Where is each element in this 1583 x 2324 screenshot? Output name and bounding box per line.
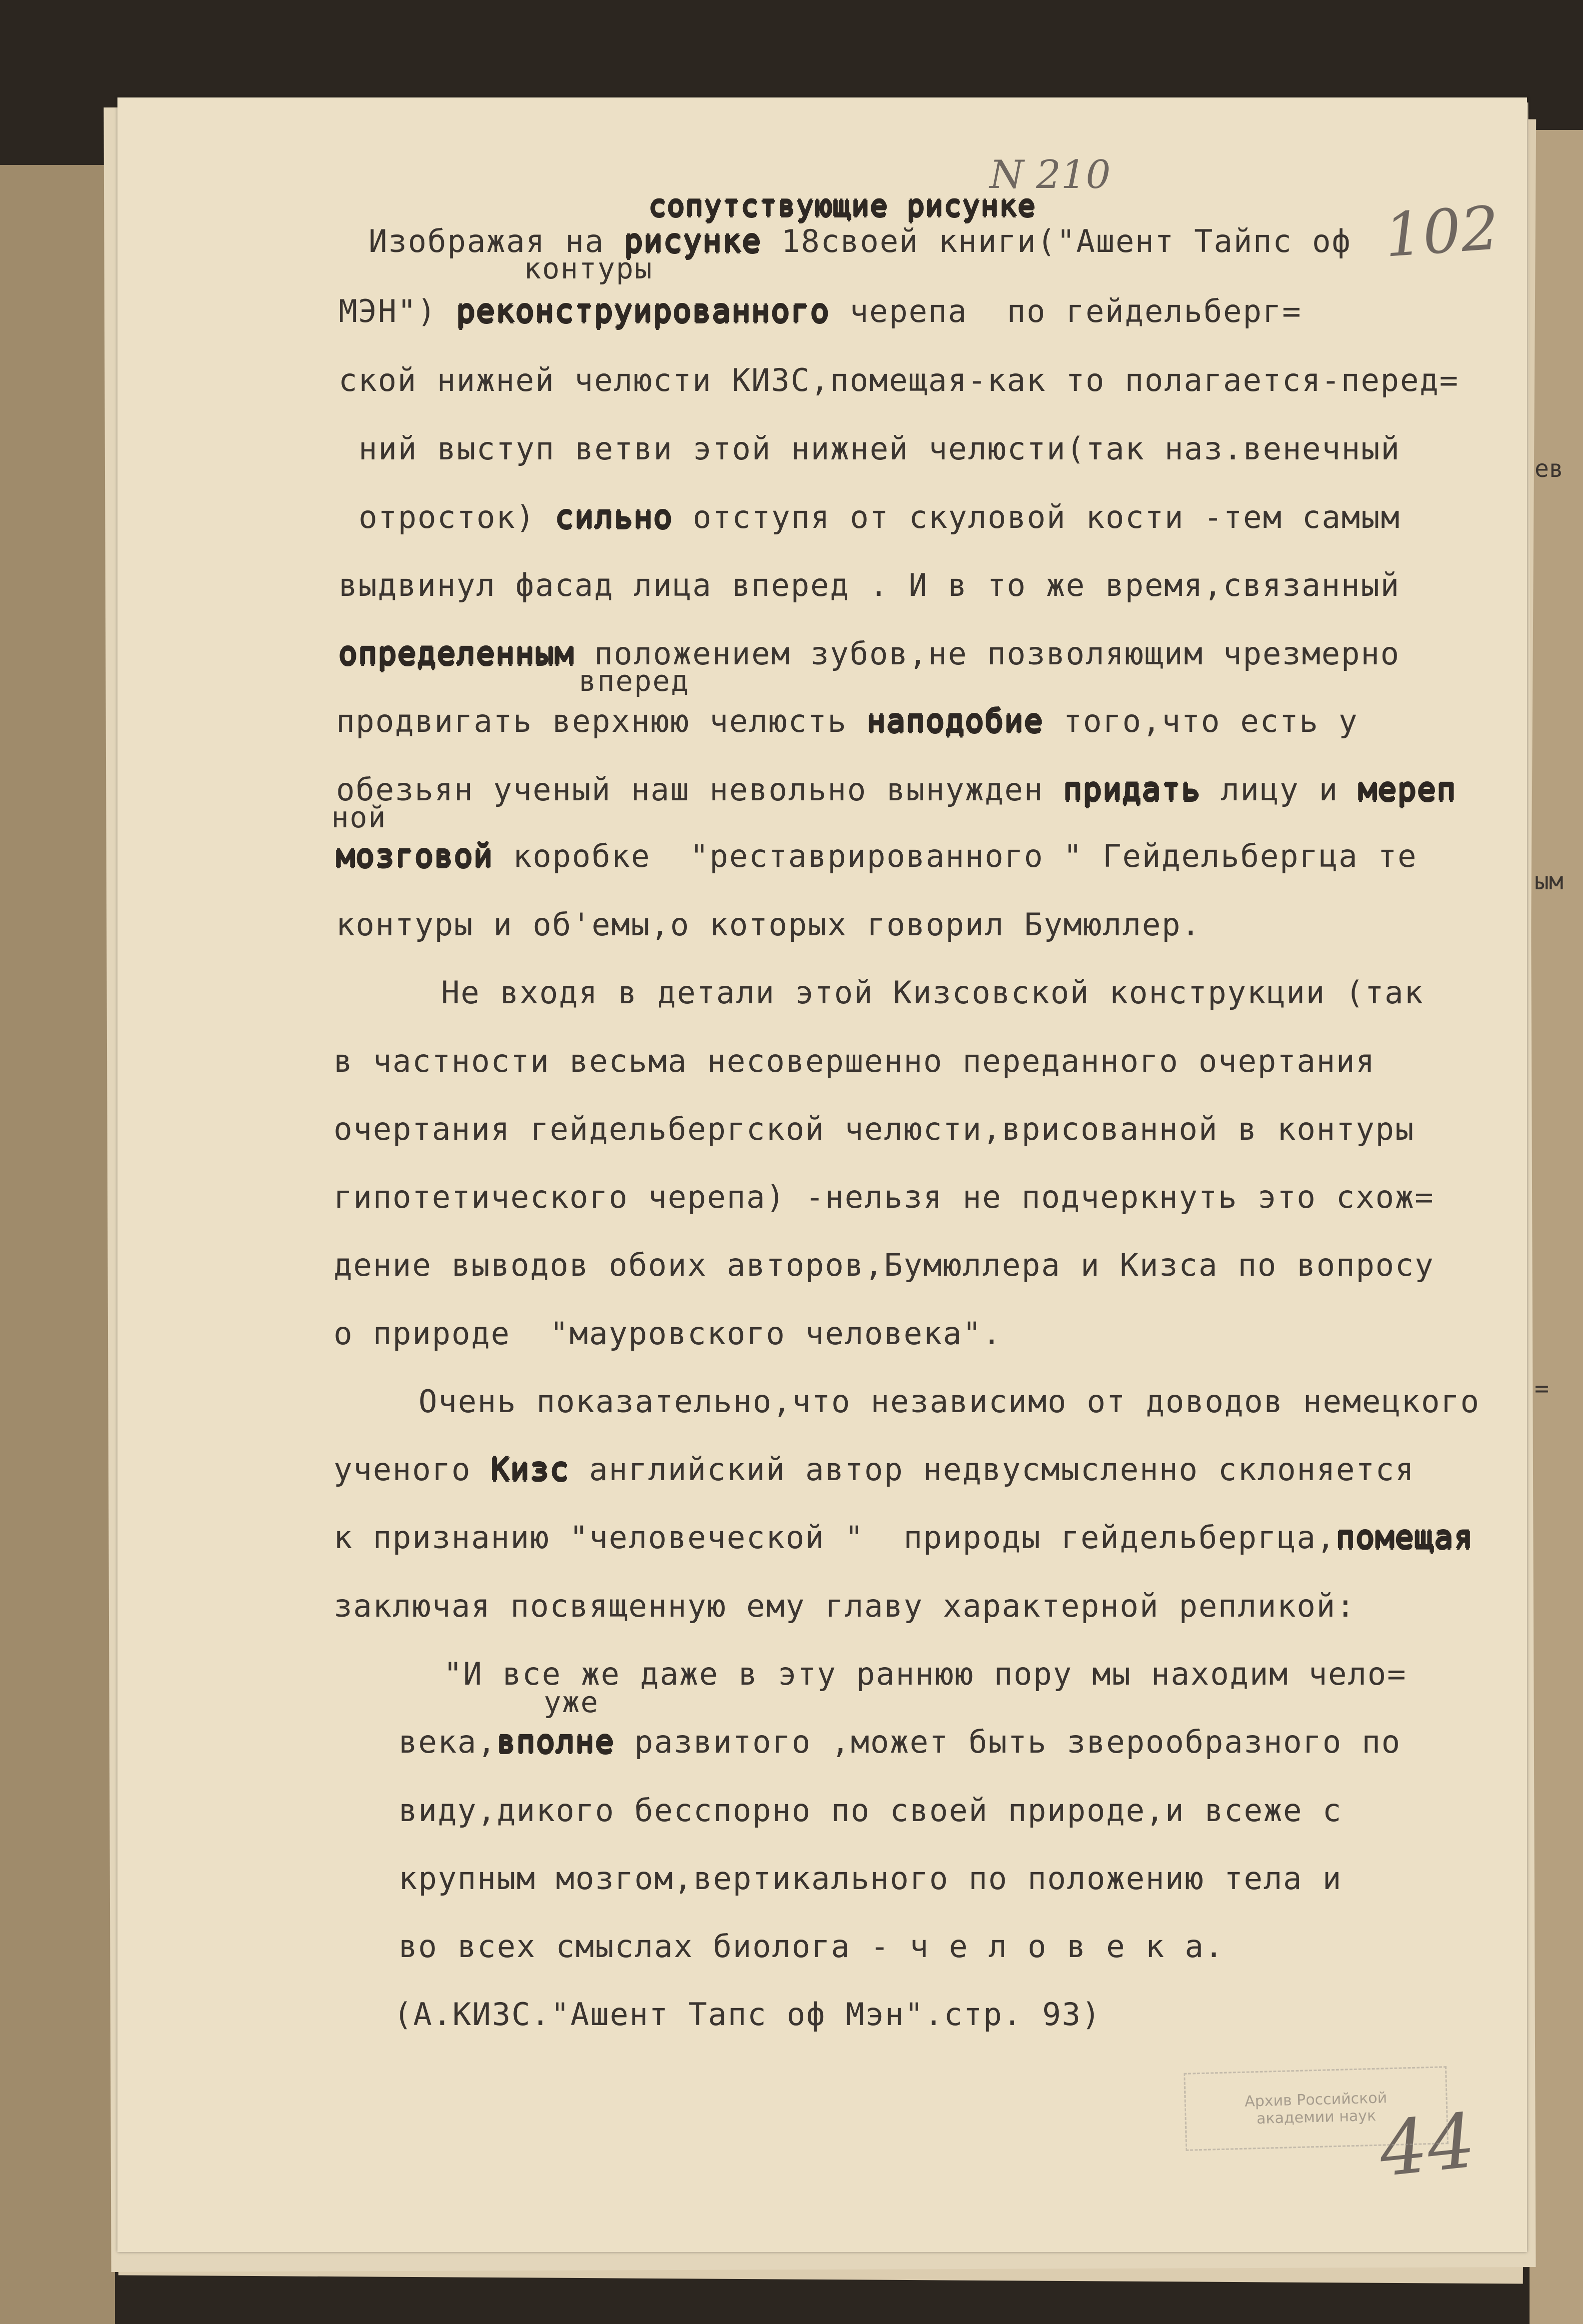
struck-word: придать (1063, 771, 1201, 808)
pencil-folio-number: 102 (1382, 193, 1502, 271)
line-text: отступя от скуловой кости -тем самым (673, 499, 1401, 535)
line-text: ской нижней челюсти КИЗС,помещая-как то полагается-перед= (338, 362, 1459, 398)
struck-word: вполне (496, 1724, 615, 1760)
line-text: МЭН") (338, 293, 457, 329)
struck-word: наподобие (867, 703, 1044, 739)
line-text: виду,дикого бесспорно по своей природе,и всеже с (398, 1792, 1343, 1829)
pencil-archive-mark: N 210 (990, 152, 1111, 197)
struck-word: сильно (555, 499, 673, 535)
line-text: обезьян ученый наш невольно вынужден (336, 771, 1064, 808)
line-text: английский автор недвусмысленно склоняется (569, 1451, 1415, 1488)
insertion-text: вперед (578, 664, 690, 698)
line-text: дение выводов обоих авторов,Бумюллера и Кизса по вопросу (333, 1247, 1435, 1283)
line-text: черепа по гейдельберг= (830, 293, 1302, 329)
line-27 (315, 1968, 1101, 2061)
struck-word: определенным (338, 635, 575, 672)
pencil-page-number: 44 (1375, 2097, 1480, 2194)
struck-word: помещая (1336, 1519, 1474, 1556)
line-text: века, (398, 1724, 497, 1760)
line-text: Изображая на (368, 223, 624, 259)
line-text: заключая посвященную ему главу характерной репликой: (333, 1588, 1356, 1624)
insertion-text: контуры (523, 251, 653, 285)
line-text: отросток) (358, 499, 555, 535)
margin-fragment: = (1535, 1375, 1549, 1403)
line-text: к признанию "человеческой " природы гейдельбергца, (333, 1519, 1336, 1556)
struck-word: реконструированного (456, 293, 830, 329)
line-text: ний выступ ветви этой нижней челюсти(так наз.венечный (358, 430, 1401, 467)
line-text: лицу и (1201, 771, 1359, 808)
line-text: в частности весьма несовершенно переданного очертания (333, 1043, 1376, 1079)
line-text: выдвинул фасад лица вперед . И в то же время,связанный (338, 567, 1400, 603)
insertion-text: уже (543, 1685, 599, 1719)
line-text: "И все же даже в эту раннюю пору мы находим чело= (443, 1656, 1407, 1692)
line-text: развитого ,может быть зверообразного по (614, 1724, 1402, 1760)
line-text: гипотетического черепа) -нельзя не подчеркнуть это схож= (333, 1179, 1435, 1215)
line-text: о природе "мауровского человека". (333, 1315, 1002, 1352)
archive-stamp (1184, 2066, 1449, 2151)
line-text: коробке "реставрированного " Гейдельбергца те (493, 838, 1418, 874)
struck-word: рисунке (624, 223, 762, 259)
stamp-text: академии наук (1256, 2107, 1377, 2128)
margin-fragment: ым (1535, 867, 1564, 895)
insertion-text: сопутствующие рисунке (648, 189, 1036, 223)
line-text: положением зубов,не позволяющим чрезмерно (574, 635, 1400, 672)
line-text: контуры и об'емы,о которых говорил Бумюллер. (336, 906, 1201, 943)
line-text: Очень показательно,что независимо от доводов немецкого (418, 1383, 1480, 1420)
struck-word: Кизс (490, 1451, 570, 1488)
line-text: продвигать верхнюю челюсть (336, 703, 867, 739)
line-text: Не входя в детали этой Кизсовской конструкции (так (441, 974, 1424, 1011)
line-text: ученого (333, 1451, 491, 1488)
adjacent-page-margin (1535, 0, 1583, 2324)
line-text: крупным мозгом,вертикального по положению тела и (398, 1860, 1343, 1897)
margin-fragment: ев (1535, 455, 1564, 483)
struck-word: мозговой (336, 838, 493, 874)
stamp-text: Архив Российской (1244, 2089, 1388, 2111)
line-text: 18своей книги("Ашент Тайпс оф (761, 223, 1352, 259)
line-text: того,что есть у (1044, 703, 1359, 739)
line-text: во всех смыслах биолога - ч е л о в е к а. (398, 1928, 1225, 1965)
line-text: (А.КИЗС."Ашент Тапс оф Мэн".стр. 93) (393, 1996, 1102, 2033)
insertion-text: ной (331, 800, 387, 834)
struck-word: мереп (1358, 771, 1457, 808)
line-text: очертания гейдельбергской челюсти,врисованной в контуры (333, 1111, 1415, 1147)
